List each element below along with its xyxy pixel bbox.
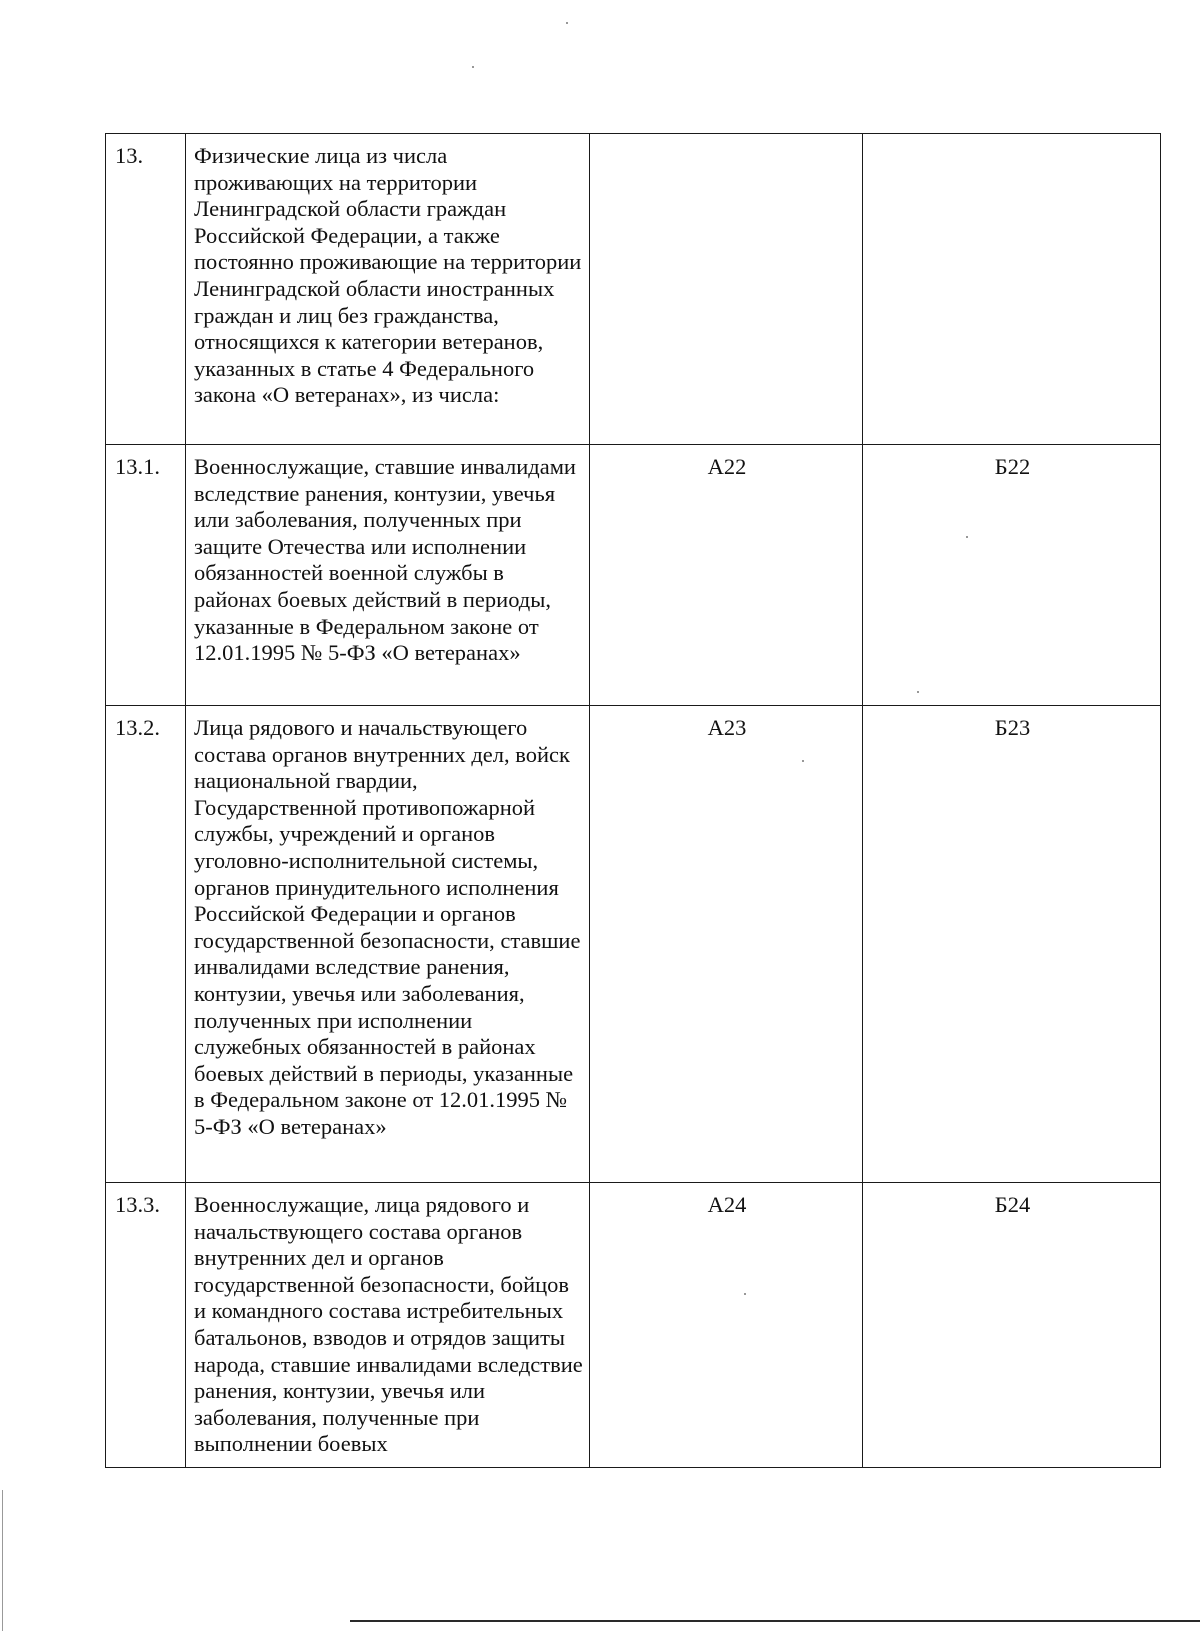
row-number: 13.2. [106, 706, 186, 1183]
code-b-cell: Б24 [863, 1183, 1161, 1468]
scan-speck [566, 22, 568, 24]
scan-edge-line [350, 1620, 1200, 1622]
row-description: Лица рядового и начальствующего состава органов внутренних дел, войск национальной гвардии, Государственной противопожарной службы, учреждений и органов уголовно-исполнительной системы, органов принудительного исполнения Российской Федерации и органов государственной безопасности, ставшие инвалидами вследствие ранения, контузии, увечья или заболевания, полученных при исполнении служебных обязанностей в районах боевых действий в периоды, указанные в Федеральном законе от 12.01.1995 № 5-ФЗ «О ветеранах» [186, 706, 590, 1183]
table-row [106, 1183, 1161, 1468]
table-row [106, 706, 1161, 1183]
scan-speck [966, 536, 968, 538]
scan-speck [917, 691, 919, 693]
table-row [106, 445, 1161, 706]
scan-speck [802, 760, 804, 762]
code-b-cell: Б23 [863, 706, 1161, 1183]
code-b-cell: Б22 [863, 445, 1161, 706]
code-a-cell: А24 [590, 1183, 863, 1468]
table-row [106, 134, 1161, 445]
scan-edge-line [2, 1490, 3, 1631]
row-description: Физические лица из числа проживающих на территории Ленинградской области граждан Российской Федерации, а также постоянно проживающие на территории Ленинградской области иностранных граждан и лиц без гражданства, относящихся к категории ветеранов, указанных в статье 4 Федерального закона «О ветеранах», из числа: [186, 134, 590, 445]
row-description: Военнослужащие, ставшие инвалидами вследствие ранения, контузии, увечья или заболевания, полученных при защите Отечества или исполнении обязанностей военной службы в районах боевых действий в периоды, указанные в Федеральном законе от 12.01.1995 № 5-ФЗ «О ветеранах» [186, 445, 590, 706]
code-a-cell: А22 [590, 445, 863, 706]
scan-speck [472, 66, 474, 68]
code-a-cell [590, 134, 863, 445]
scan-speck [744, 1293, 746, 1295]
code-b-cell [863, 134, 1161, 445]
row-description: Военнослужащие, лица рядового и начальствующего состава органов внутренних дел и органов государственной безопасности, бойцов и командного состава истребительных батальонов, взводов и отрядов защиты народа, ставшие инвалидами вследствие ранения, контузии, увечья или заболевания, полученные при выполнении боевых [186, 1183, 590, 1468]
row-number: 13. [106, 134, 186, 445]
code-a-cell: А23 [590, 706, 863, 1183]
row-number: 13.3. [106, 1183, 186, 1468]
benefits-category-table [105, 133, 1161, 1468]
row-number: 13.1. [106, 445, 186, 706]
